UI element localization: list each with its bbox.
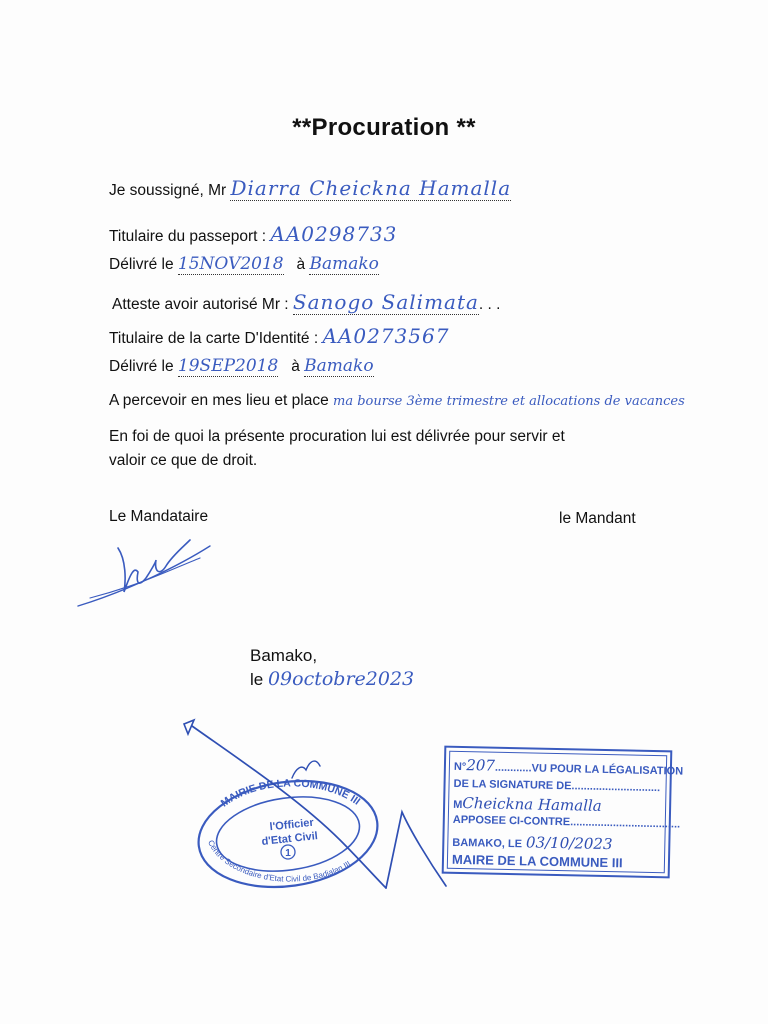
legalisation-stamp [442, 746, 684, 879]
delivre1-handwritten-date: 15NOV2018 [177, 254, 284, 274]
paragraph-foi-line2: valoir ce que de droit. [109, 452, 258, 469]
round-stamp-inner-line2: d'Etat Civil [261, 830, 319, 848]
round-stamp-top-text: MAIRIE DE LA COMMUNE III [218, 777, 363, 810]
place-city: Bamako, [250, 646, 318, 665]
delivre2-handwritten-date: 19SEP2018 [177, 356, 279, 376]
legalisation-line5: BAMAKO, LE 03/10/2023 [452, 833, 613, 854]
date-le-label: le [250, 670, 264, 689]
delivre1-a-label: à [296, 256, 306, 273]
document-title: **Procuration ** [292, 114, 476, 141]
percevoir-handwritten-value: ma bourse 3ème trimestre et allocations de vacances [333, 394, 685, 409]
delivre1-handwritten-place: Bamako [309, 254, 379, 274]
delivre2-handwritten-place: Bamako [304, 356, 374, 376]
mandataire-label: Le Mandataire [109, 508, 209, 525]
line-atteste: Atteste avoir autorisé Mr : Sanogo Salimata. . . [112, 290, 501, 314]
atteste-handwritten-name: Sanogo Salimata [292, 290, 479, 314]
round-stamp-bottom-text: Centre Secondaire d'Etat Civil de Badialan III [206, 838, 353, 884]
round-stamp-inner-line1: l'Officier [269, 816, 315, 834]
legalisation-line4: APPOSEE CI-CONTRE.................................... [452, 813, 681, 831]
delivre2-a-label: à [291, 358, 300, 375]
atteste-label: Atteste avoir autorisé Mr : [112, 296, 289, 313]
legalisation-date: 03/10/2023 [525, 833, 613, 854]
passeport-label: Titulaire du passeport : [109, 228, 267, 245]
soussigne-handwritten-name: Diarra Cheickna Hamalla [230, 176, 512, 200]
legalisation-line6: MAIRE DE LA COMMUNE III [451, 851, 623, 871]
delivre2-label: Délivré le [109, 358, 174, 375]
legalisation-number: 207 [466, 756, 496, 775]
paragraph-foi-line1: En foi de quoi la présente procuration lui est délivrée pour servir et [109, 428, 565, 445]
carte-label: Titulaire de la carte D'Identité : [109, 330, 319, 347]
passeport-handwritten-number: AA0298733 [270, 222, 398, 246]
legalisation-line3: MCheickna Hamalla [453, 794, 602, 815]
carte-handwritten-number: AA0273567 [322, 324, 450, 348]
percevoir-label: A percevoir en mes lieu et place [109, 392, 329, 409]
legalisation-line2: DE LA SIGNATURE DE............................. [453, 777, 661, 795]
delivre1-label: Délivré le [109, 256, 174, 273]
legalisation-line1: N°207............VU POUR LA LÉGALISATION [453, 756, 684, 778]
mandant-label: le Mandant [559, 510, 636, 527]
soussigne-label: Je soussigné, Mr [109, 182, 227, 199]
round-stamp-number: 1 [285, 848, 291, 859]
date-handwritten-value: 09octobre2023 [267, 668, 415, 690]
legalisation-signatory: Cheickna Hamalla [462, 794, 602, 815]
